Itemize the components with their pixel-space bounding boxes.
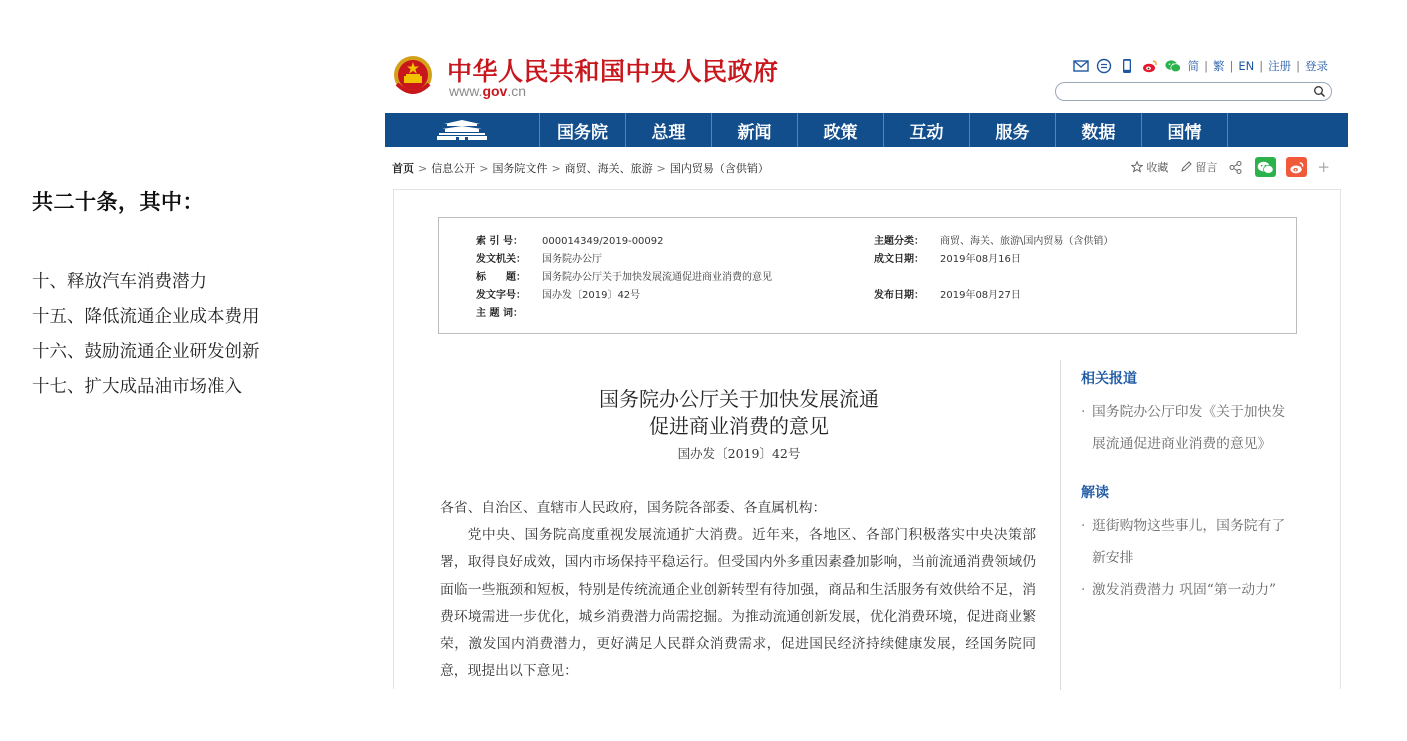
wechat-share-button[interactable] — [1255, 157, 1276, 177]
nav-item-services[interactable]: 服务 — [970, 113, 1056, 147]
plus-icon: + — [1317, 158, 1330, 176]
related-reports-title: 相关报道 — [1081, 371, 1137, 387]
annotation-heading: 共二十条，其中： — [32, 189, 204, 214]
breadcrumb-separator: > — [656, 162, 666, 175]
document-meta-box — [438, 217, 1297, 334]
nav-item-national-conditions[interactable]: 国情 — [1142, 113, 1228, 147]
breadcrumb-info-disclosure[interactable]: 信息公开 — [431, 162, 476, 175]
related-report-link[interactable]: · 国务院办公厅印发《关于加快发展流通促进商业消费的意见》 — [1081, 396, 1296, 460]
english-link[interactable]: EN — [1238, 59, 1255, 73]
interpretation-link[interactable]: · 逛街购物这些事儿，国务院有了新安排 — [1081, 510, 1296, 574]
link-separator: | — [1259, 59, 1264, 73]
meta-issuer-row — [476, 250, 602, 265]
mail-icon[interactable] — [1073, 58, 1089, 74]
body-paragraph: 党中央、国务院高度重视发展流通扩大消费。近年来，各地区、各部门积极落实中央决策部署，取得良好成效，国内市场保持平稳运行。但受国内外多重因素叠加影响，当前流通消费领域仍面临一些瓶颈和短板，特别是传统流通企业创新转型有待加强，商品和生活服务有效供给不足，消费环境需进一步优化，城乡消费潜力尚需挖掘。为推动流通创新发展，优化消费环境，促进商业繁荣，激发国内消费潜力，更好满足人民群众消费需求，促进国民经济持续健康发展，经国务院同意，现提出以下意见： — [440, 527, 1036, 680]
site-header — [385, 44, 1348, 114]
annotation-item: 十六、鼓励流通企业研发创新 — [32, 342, 260, 362]
annotation-item: 十七、扩大成品油市场准入 — [32, 377, 242, 397]
main-nav — [385, 113, 1348, 147]
site-url-prefix: www. — [449, 83, 483, 99]
annotation-item: 十、释放汽车消费潜力 — [32, 272, 207, 292]
meta-publish-row — [874, 286, 1021, 301]
sidebar-divider — [1060, 360, 1061, 690]
meta-issuer-label: 发文机关： — [476, 254, 526, 265]
register-link[interactable]: 注册 — [1268, 59, 1292, 73]
site-title[interactable]: 中华人民共和国中央人民政府 — [447, 57, 779, 86]
pen-icon — [1180, 161, 1192, 173]
nav-item-policy[interactable]: 政策 — [798, 113, 884, 147]
login-link[interactable]: 登录 — [1305, 59, 1328, 73]
salutation: 各省、自治区、直辖市人民政府，国务院各部委、各直属机构： — [440, 500, 827, 516]
document-number: 国办发〔2019〕42号 — [677, 446, 801, 461]
document-body — [440, 495, 1036, 685]
meta-category-row — [874, 232, 1113, 247]
meta-date-made-value: 2019年08月16日 — [940, 254, 1021, 265]
share-icon — [1229, 161, 1242, 174]
meta-subject-row — [476, 304, 542, 319]
related-reports-list — [1081, 396, 1296, 460]
wechat-share-icon — [1257, 160, 1274, 175]
meta-doc-no-value: 国办发〔2019〕42号 — [542, 290, 641, 301]
breadcrumb-commerce[interactable]: 商贸、海关、旅游 — [564, 162, 653, 175]
meta-index-value: 000014349/2019-00092 — [542, 236, 664, 247]
interpretation-link[interactable]: · 激发消费潜力 巩固“第一动力” — [1081, 574, 1296, 606]
left-annotation — [32, 186, 352, 406]
site-url-domain: gov — [482, 83, 508, 99]
comment-button[interactable] — [1180, 159, 1217, 175]
star-icon — [1131, 161, 1143, 173]
meta-category-label: 主题分类： — [874, 236, 924, 247]
link-separator: | — [1229, 59, 1234, 73]
link-separator: | — [1296, 59, 1300, 73]
national-emblem-icon[interactable] — [391, 54, 435, 100]
document-title — [394, 386, 1084, 440]
breadcrumb-domestic-trade[interactable]: 国内贸易（含供销） — [669, 162, 769, 175]
meta-category-value: 商贸、海关、旅游\国内贸易（含供销） — [940, 236, 1114, 247]
meta-date-made-row — [874, 250, 1021, 265]
simplified-chinese-link[interactable]: 简 — [1187, 59, 1200, 73]
comment-label: 留言 — [1195, 161, 1218, 174]
breadcrumb-separator: > — [551, 162, 561, 175]
meta-index-label: 索 引 号： — [476, 236, 523, 247]
annotation-item: 十五、降低流通企业成本费用 — [32, 307, 260, 327]
traditional-chinese-link[interactable]: 繁 — [1213, 59, 1225, 73]
weibo-icon[interactable] — [1142, 58, 1158, 74]
site-url[interactable] — [449, 83, 526, 99]
breadcrumb — [392, 160, 769, 176]
nav-item-data[interactable]: 数据 — [1056, 113, 1142, 147]
weibo-share-icon — [1289, 160, 1305, 175]
meta-subject-label: 主 题 词： — [476, 308, 523, 319]
meta-doc-no-label: 发文字号： — [476, 290, 526, 301]
breadcrumb-state-council-docs[interactable]: 国务院文件 — [492, 162, 548, 175]
meta-doc-no-row — [476, 286, 640, 301]
meta-date-made-label: 成文日期： — [874, 254, 924, 265]
mobile-icon[interactable] — [1119, 58, 1135, 74]
message-icon[interactable] — [1096, 58, 1112, 74]
weibo-share-button[interactable] — [1286, 157, 1307, 177]
search-icon[interactable] — [1313, 85, 1326, 98]
wechat-icon[interactable] — [1165, 58, 1181, 74]
meta-title-label: 标 题： — [476, 272, 526, 283]
top-links — [1073, 57, 1328, 75]
more-share-button[interactable] — [1317, 158, 1330, 176]
breadcrumb-bar — [385, 155, 1348, 179]
share-button[interactable] — [1229, 161, 1245, 174]
favorite-label: 收藏 — [1146, 161, 1169, 174]
meta-index-row — [476, 232, 664, 247]
article-card — [393, 189, 1341, 689]
nav-item-news[interactable]: 新闻 — [712, 113, 798, 147]
related-sidebar — [1081, 368, 1296, 628]
document-title-line: 国务院办公厅关于加快发展流通 — [599, 387, 879, 411]
document-title-line: 促进商业消费的意见 — [649, 414, 829, 438]
meta-title-value: 国务院办公厅关于加快发展流通促进商业消费的意见 — [542, 272, 772, 283]
nav-item-interaction[interactable]: 互动 — [884, 113, 970, 147]
meta-title-row — [476, 268, 772, 283]
meta-publish-value: 2019年08月27日 — [940, 290, 1021, 301]
share-tools — [1119, 157, 1330, 177]
search-input[interactable] — [1055, 82, 1332, 101]
nav-item-premier[interactable]: 总理 — [626, 113, 712, 147]
site-url-suffix: .cn — [507, 83, 527, 99]
link-separator: | — [1204, 59, 1208, 73]
breadcrumb-home[interactable]: 首页 — [392, 162, 414, 175]
breadcrumb-separator: > — [479, 162, 489, 175]
annotation-list — [32, 266, 352, 406]
favorite-button[interactable] — [1131, 159, 1168, 175]
breadcrumb-separator: > — [418, 162, 428, 175]
meta-publish-label: 发布日期： — [874, 290, 924, 301]
nav-home[interactable] — [385, 113, 540, 147]
interpretation-list — [1081, 510, 1296, 606]
tiananmen-icon — [436, 119, 488, 141]
meta-issuer-value: 国务院办公厅 — [542, 254, 602, 265]
nav-item-state-council[interactable]: 国务院 — [540, 113, 626, 147]
interpretation-title: 解读 — [1081, 485, 1109, 501]
